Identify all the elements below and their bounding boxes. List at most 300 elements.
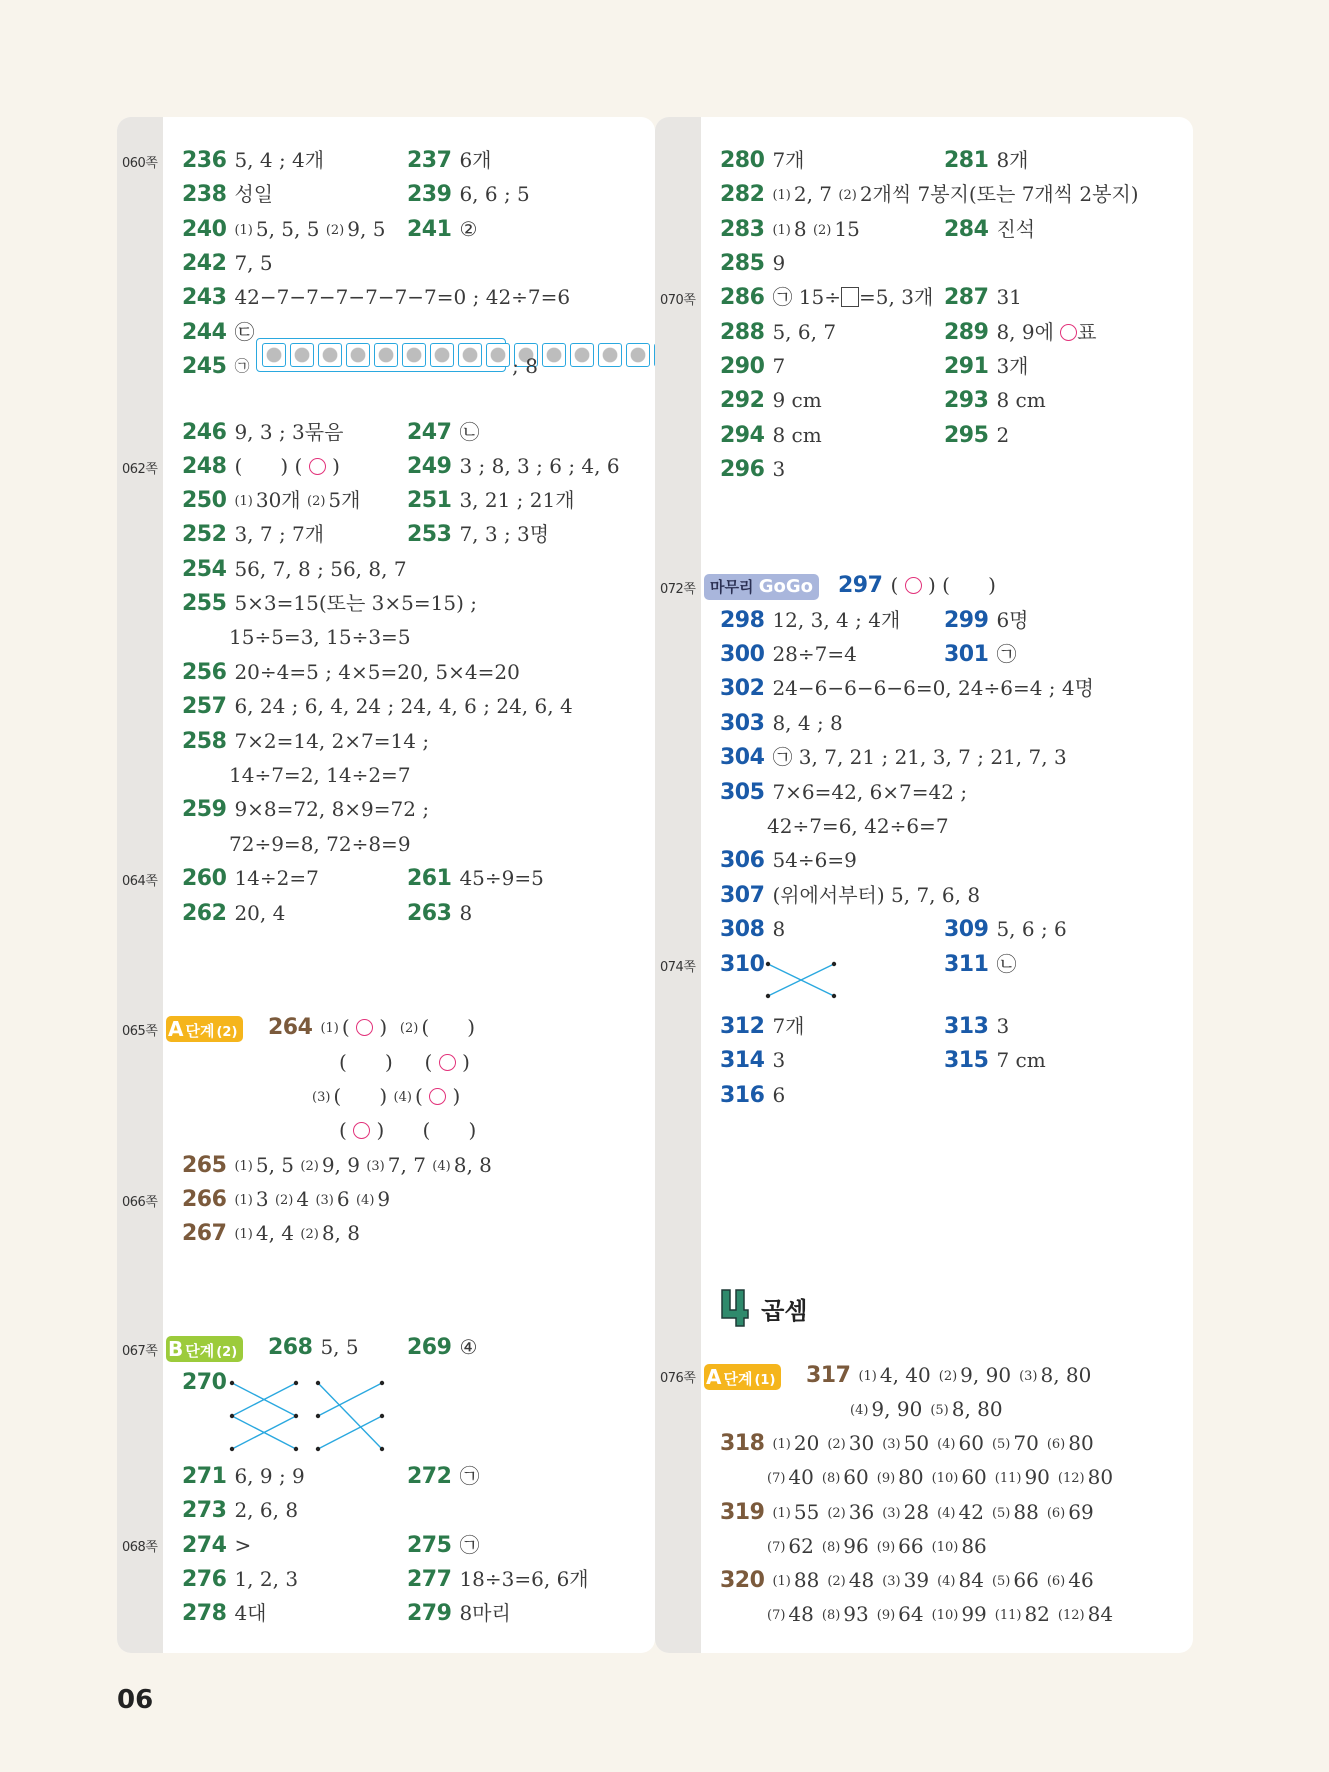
question-number: 306 <box>720 848 765 873</box>
question-number: 261 <box>407 866 452 891</box>
answer-text: 8, 9에 <box>996 320 1054 344</box>
answer-261 <box>407 862 544 894</box>
sub-label: (11) <box>994 1471 1022 1486</box>
answer-277 <box>407 1563 589 1595</box>
answer-320 <box>720 1564 1102 1596</box>
answer-text: 8마리 <box>459 1601 511 1625</box>
answer-284 <box>944 213 1035 245</box>
answer-278 <box>182 1597 266 1629</box>
circle-mark-icon <box>353 1122 370 1139</box>
sub-label: (3) <box>315 1193 334 1208</box>
question-number: 251 <box>407 488 452 513</box>
answer-293 <box>944 384 1046 416</box>
answer-287 <box>944 281 1022 313</box>
answer-text: ) <box>332 454 340 478</box>
answer-text: 90 <box>1024 1465 1050 1489</box>
answer-text: 36 <box>848 1500 875 1524</box>
answer-text: 8, 80 <box>1040 1363 1092 1387</box>
answer-text: (위에서부터) 5, 7, 6, 8 <box>772 883 981 907</box>
answer-text: 9, 90 <box>960 1363 1012 1387</box>
answer-text: 28÷7=4 <box>772 642 857 666</box>
answer-text: 30 <box>848 1431 875 1455</box>
stage-badge: A 단계 (1) <box>704 1364 781 1390</box>
answer-text: ㉡ <box>459 420 480 444</box>
question-number: 281 <box>944 148 989 173</box>
answer-288 <box>720 316 836 348</box>
answer-text: 6명 <box>996 608 1029 632</box>
paren: ) <box>452 1084 461 1108</box>
answer-text: 7, 3 ; 3명 <box>459 522 550 546</box>
answer-260 <box>182 862 319 894</box>
question-number: 313 <box>944 1014 989 1039</box>
answer-text: 12, 3, 4 ; 4개 <box>772 608 901 632</box>
answer-text: 24−6−6−6−6=0, 24÷6=4 ; 4명 <box>772 676 1094 700</box>
question-number: 254 <box>182 557 227 582</box>
question-number: 318 <box>720 1431 765 1456</box>
answer-text: 56, 7, 8 ; 56, 8, 7 <box>234 557 407 581</box>
question-number: 274 <box>182 1533 227 1558</box>
matching-lines-figure <box>226 1374 396 1452</box>
answer-text: 60 <box>961 1465 987 1489</box>
answer-267 <box>182 1217 360 1249</box>
question-number: 247 <box>407 420 452 445</box>
sub-label: (1) <box>234 1193 253 1208</box>
paren: ) <box>376 1118 385 1142</box>
circle-mark-icon <box>905 577 922 594</box>
answer-242 <box>182 247 273 279</box>
question-number: 295 <box>944 423 989 448</box>
answer-text: 80 <box>1087 1465 1114 1489</box>
answer-text: 2, 6, 8 <box>234 1498 299 1522</box>
sub-label: (2) <box>827 1437 846 1452</box>
cookie-icon <box>346 343 370 367</box>
stage-a1-header <box>704 1359 781 1391</box>
sub-label: (9) <box>876 1540 896 1555</box>
paren: ( <box>424 1050 433 1074</box>
sub-label: (6) <box>1046 1437 1066 1452</box>
sub-label: (2) <box>274 1193 294 1208</box>
question-number: 256 <box>182 660 227 685</box>
sub-label: (1) <box>234 494 253 509</box>
sub-label: (2) <box>812 223 832 238</box>
answer-text: 54÷6=9 <box>772 848 857 872</box>
question-number: 305 <box>720 780 765 805</box>
answer-320-cont <box>767 1598 1121 1630</box>
question-number: 312 <box>720 1014 765 1039</box>
answer-text: 18÷3=6, 6개 <box>459 1567 589 1591</box>
question-number: 257 <box>182 694 227 719</box>
answer-271 <box>182 1460 305 1492</box>
answer-241 <box>407 213 477 245</box>
answer-259 <box>182 793 429 825</box>
question-number: 268 <box>268 1335 313 1360</box>
answer-245 <box>182 350 538 410</box>
answer-text: 60 <box>843 1465 869 1489</box>
answer-text: 39 <box>903 1568 930 1592</box>
answer-text: 15÷5=3, 15÷3=5 <box>229 625 411 649</box>
sub-label: (1) <box>234 1159 253 1174</box>
question-number: 293 <box>944 388 989 413</box>
sub-label: (4) <box>937 1506 956 1521</box>
sub-label: (5) <box>930 1403 949 1418</box>
answer-text: 3 <box>772 457 786 481</box>
answer-250 <box>182 484 360 516</box>
answer-305 <box>720 776 967 808</box>
sub-label: (1) <box>772 1574 791 1589</box>
question-number: 246 <box>182 420 227 445</box>
answer-text: 5, 5 <box>255 1153 295 1177</box>
answer-text: 8 cm <box>772 423 822 447</box>
answer-text: 7×2=14, 2×7=14 ; <box>234 729 430 753</box>
stage-badge: A 단계 (2) <box>166 1016 243 1042</box>
question-number: 250 <box>182 488 227 513</box>
circle-mark-icon <box>429 1088 446 1105</box>
answer-257 <box>182 690 573 722</box>
question-number: 252 <box>182 522 227 547</box>
page-ref: 074쪽 <box>660 960 696 975</box>
question-number: 236 <box>182 148 227 173</box>
sub-label: (9) <box>876 1608 896 1623</box>
question-number: 242 <box>182 251 227 276</box>
question-number: 239 <box>407 182 452 207</box>
question-number: 237 <box>407 148 452 173</box>
question-number: 278 <box>182 1601 227 1626</box>
question-number: 238 <box>182 182 227 207</box>
answer-text: 82 <box>1024 1602 1050 1626</box>
question-number: 309 <box>944 917 989 942</box>
answer-295 <box>944 419 1009 451</box>
question-number: 270 <box>182 1370 227 1395</box>
answer-255-cont <box>229 621 411 653</box>
circle-mark-icon <box>356 1019 373 1036</box>
answer-text: 62 <box>788 1534 814 1558</box>
sub-label: (1) <box>234 1227 253 1242</box>
answer-text: 6, 24 ; 6, 4, 24 ; 24, 4, 6 ; 24, 6, 4 <box>234 694 573 718</box>
answer-265 <box>182 1149 492 1181</box>
question-number: 285 <box>720 251 765 276</box>
answer-text: 84 <box>958 1568 984 1592</box>
question-number: 275 <box>407 1533 452 1558</box>
answer-text: 72÷9=8, 72÷8=9 <box>229 832 411 856</box>
answer-264-line2 <box>339 1046 470 1078</box>
question-number: 273 <box>182 1498 227 1523</box>
stage-b2-header <box>166 1331 243 1363</box>
sub-label: (10) <box>931 1471 959 1486</box>
sub-label: (2) <box>827 1506 846 1521</box>
answer-text: 42−7−7−7−7−7−7=0 ; 42÷7=6 <box>234 285 571 309</box>
answer-291 <box>944 350 1028 382</box>
answer-text: 66 <box>898 1534 924 1558</box>
answer-244 <box>182 316 254 348</box>
answer-301 <box>944 638 1016 670</box>
page-ref: 060쪽 <box>122 156 158 171</box>
answer-292 <box>720 384 822 416</box>
answer-text: 8 cm <box>996 388 1046 412</box>
cookie-icon <box>458 343 482 367</box>
sub-label: (1) <box>772 223 791 238</box>
sub-label: (1) <box>234 223 253 238</box>
answer-237 <box>407 144 491 176</box>
question-number: 264 <box>268 1015 313 1040</box>
question-number: 271 <box>182 1464 227 1489</box>
page-ref: 064쪽 <box>122 874 158 889</box>
question-number: 244 <box>182 320 227 345</box>
sub-label: (1) <box>320 1021 339 1036</box>
answer-text: 표 <box>1077 320 1097 344</box>
question-number: 283 <box>720 217 765 242</box>
question-number: 300 <box>720 642 765 667</box>
answer-300 <box>720 638 857 670</box>
answer-280 <box>720 144 804 176</box>
answer-text: 3 <box>996 1014 1010 1038</box>
answer-text: ( <box>890 573 899 597</box>
cookie-icon <box>598 343 622 367</box>
page-ref: 067쪽 <box>122 1344 158 1359</box>
page-ref: 076쪽 <box>660 1371 696 1386</box>
answer-254 <box>182 553 407 585</box>
paren: ( <box>341 1015 350 1039</box>
stage-badge: B 단계 (2) <box>166 1336 243 1362</box>
answer-text: 5×3=15(또는 3×5=15) ; <box>234 591 477 615</box>
question-number: 263 <box>407 901 452 926</box>
answer-text: 2 <box>996 423 1010 447</box>
answer-303 <box>720 707 843 739</box>
question-number: 296 <box>720 457 765 482</box>
answer-314 <box>720 1044 785 1076</box>
answer-317-cont <box>850 1393 1011 1425</box>
sub-label: (4) <box>850 1403 869 1418</box>
answer-238 <box>182 178 273 210</box>
cookie-icon <box>374 343 398 367</box>
answer-text: ㉢ <box>234 320 255 344</box>
example-mark: ㉠ <box>234 357 250 375</box>
answer-316 <box>720 1079 785 1111</box>
sub-label: (2) <box>300 1227 319 1242</box>
section-badge: 마무리 GoGo <box>704 574 819 600</box>
question-number: 272 <box>407 1464 452 1489</box>
cookie-icon <box>542 343 566 367</box>
cross-lines-figure <box>764 958 840 1002</box>
question-number: 269 <box>407 1335 452 1360</box>
answer-text: 8, 8 <box>321 1221 360 1245</box>
answer-text: 88 <box>793 1568 820 1592</box>
answer-text: 9 cm <box>772 388 822 412</box>
sub-label: (8) <box>821 1608 841 1623</box>
answer-text: 40 <box>788 1465 814 1489</box>
question-number: 277 <box>407 1567 452 1592</box>
circle-mark-icon <box>439 1054 456 1071</box>
answer-252 <box>182 518 324 550</box>
answer-text: 9, 9 <box>321 1153 360 1177</box>
sub-label: (11) <box>994 1608 1022 1623</box>
answer-258 <box>182 725 429 757</box>
cookie-icon <box>570 343 594 367</box>
answer-text: 28 <box>903 1500 930 1524</box>
sub-label: (2) <box>938 1369 958 1384</box>
blank-paren: ( ) <box>339 1050 393 1074</box>
sub-label: (7) <box>767 1471 786 1486</box>
sub-label: (5) <box>991 1437 1011 1452</box>
answer-243 <box>182 281 570 313</box>
answer-text: 69 <box>1068 1500 1094 1524</box>
answer-text: 80 <box>1068 1431 1094 1455</box>
question-number: 302 <box>720 676 765 701</box>
sub-label: (7) <box>767 1540 786 1555</box>
answer-text: 9, 90 <box>871 1397 923 1421</box>
answer-240 <box>182 213 385 245</box>
cookie-icon <box>402 343 426 367</box>
blank-paren: ( ) <box>333 1084 388 1108</box>
answer-text: 9, 3 ; 3묶음 <box>234 420 344 444</box>
answer-text: 3개 <box>996 354 1029 378</box>
answer-289 <box>944 316 1097 348</box>
answer-247 <box>407 416 479 448</box>
answer-248 <box>182 450 340 482</box>
answer-318-cont <box>767 1461 1121 1493</box>
cookie-grid-figure <box>256 338 506 372</box>
page-ref: 068쪽 <box>122 1540 158 1555</box>
answer-text: 진석 <box>996 217 1036 241</box>
page-number: 06 <box>117 1685 154 1715</box>
question-number: 292 <box>720 388 765 413</box>
answer-262 <box>182 897 285 929</box>
question-number: 280 <box>720 148 765 173</box>
answer-253 <box>407 518 549 550</box>
cookie-icon <box>290 343 314 367</box>
answer-281 <box>944 144 1028 176</box>
sub-label: (6) <box>1046 1574 1066 1589</box>
answer-text: 66 <box>1013 1568 1039 1592</box>
answer-text: 30개 <box>255 488 301 512</box>
sub-label: (12) <box>1057 1608 1085 1623</box>
answer-311 <box>944 948 1016 980</box>
question-number: 304 <box>720 745 765 770</box>
sub-label: (7) <box>767 1608 786 1623</box>
answer-text: 64 <box>898 1602 924 1626</box>
blank-box-icon <box>841 287 859 307</box>
answer-text: 48 <box>788 1602 814 1626</box>
mamuri-gogo-header <box>704 569 819 601</box>
answer-text: 2, 7 <box>793 182 833 206</box>
answer-text: 20, 4 <box>234 901 286 925</box>
question-number: 259 <box>182 797 227 822</box>
page-ref: 072쪽 <box>660 582 696 597</box>
question-number: 316 <box>720 1083 765 1108</box>
answer-text: 7 cm <box>996 1048 1046 1072</box>
sub-label: (3) <box>366 1159 385 1174</box>
cookie-icon <box>486 343 510 367</box>
question-number: 258 <box>182 729 227 754</box>
question-number: 255 <box>182 591 227 616</box>
answer-264-line3 <box>312 1080 460 1112</box>
answer-273 <box>182 1494 298 1526</box>
answer-297 <box>838 569 996 601</box>
question-number: 262 <box>182 901 227 926</box>
paren: ( <box>414 1084 423 1108</box>
answer-text: 6 <box>772 1083 786 1107</box>
sub-label: (4) <box>432 1159 451 1174</box>
sub-label: (8) <box>821 1471 841 1486</box>
answer-text: 6개 <box>459 148 492 172</box>
question-number: 294 <box>720 423 765 448</box>
answer-text: =5, 3개 <box>859 285 934 309</box>
sub-label: (4) <box>937 1437 956 1452</box>
sub-label: (4) <box>393 1090 412 1105</box>
answer-text: 80 <box>898 1465 924 1489</box>
cookie-icon <box>430 343 454 367</box>
answer-274 <box>182 1529 251 1561</box>
answer-text: 4, 40 <box>879 1363 931 1387</box>
answer-text: 50 <box>903 1431 930 1455</box>
answer-319 <box>720 1496 1102 1528</box>
sub-label: (12) <box>1057 1471 1085 1486</box>
answer-text: 20÷4=5 ; 4×5=20, 5×4=20 <box>234 660 520 684</box>
answer-text: 5, 5, 5 <box>255 217 320 241</box>
answer-text: 42 <box>958 1500 984 1524</box>
answer-text: 7, 5 <box>234 251 273 275</box>
answer-text: > <box>234 1533 252 1557</box>
question-number: 291 <box>944 354 989 379</box>
answer-text: 5, 5 <box>320 1335 359 1359</box>
sub-label: (9) <box>876 1471 896 1486</box>
question-number: 279 <box>407 1601 452 1626</box>
question-number: 241 <box>407 217 452 242</box>
answer-290 <box>720 350 785 382</box>
question-number: 317 <box>806 1363 851 1388</box>
answer-text: 45÷9=5 <box>459 866 544 890</box>
answer-text: 6, 6 ; 5 <box>459 182 530 206</box>
answer-text: 8 <box>793 217 807 241</box>
answer-text: 성일 <box>234 182 274 206</box>
answer-251 <box>407 484 575 516</box>
question-number: 249 <box>407 454 452 479</box>
answer-255 <box>182 587 477 619</box>
answer-306 <box>720 844 857 876</box>
question-number: 288 <box>720 320 765 345</box>
sub-label: (1) <box>772 188 791 203</box>
answer-text: 6 <box>336 1187 350 1211</box>
answer-text: 31 <box>996 285 1022 309</box>
answer-236 <box>182 144 324 176</box>
question-number: 319 <box>720 1500 765 1525</box>
answer-text: 3 <box>772 1048 786 1072</box>
answer-319-cont <box>767 1530 995 1562</box>
answer-text: ㉠ <box>996 642 1017 666</box>
answer-text: 4 <box>296 1187 310 1211</box>
answer-text: 5, 6, 7 <box>772 320 837 344</box>
answer-text: ㉡ <box>996 952 1017 976</box>
answer-text: 3 ; 8, 3 ; 6 ; 4, 6 <box>459 454 620 478</box>
answer-285 <box>720 247 785 279</box>
answer-text: 9 <box>377 1187 391 1211</box>
answer-text: 88 <box>1013 1500 1039 1524</box>
answer-text: 42÷7=6, 42÷6=7 <box>767 814 949 838</box>
question-number: 299 <box>944 608 989 633</box>
question-number: 311 <box>944 952 989 977</box>
answer-268 <box>268 1331 359 1363</box>
sub-label: (5) <box>991 1574 1011 1589</box>
question-number: 284 <box>944 217 989 242</box>
question-number: 289 <box>944 320 989 345</box>
sub-label: (2) <box>399 1021 419 1036</box>
question-number: 267 <box>182 1221 227 1246</box>
question-number: 310 <box>720 952 765 977</box>
answer-269 <box>407 1331 477 1363</box>
answer-text: ② <box>459 217 478 241</box>
question-number: 266 <box>182 1187 227 1212</box>
paren: ( <box>339 1118 347 1142</box>
answer-text: 14÷7=2, 14÷2=7 <box>229 763 411 787</box>
